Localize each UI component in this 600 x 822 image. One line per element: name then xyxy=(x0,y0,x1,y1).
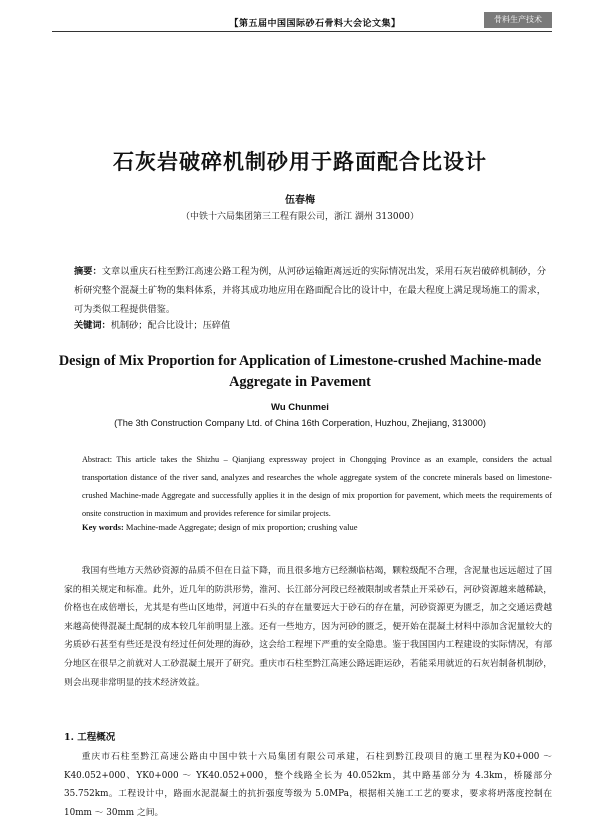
chinese-keywords xyxy=(74,317,546,331)
english-author: Wu Chunmei xyxy=(271,402,329,413)
english-keywords-text: Machine-made Aggregate; design of mix proportion; crushing value xyxy=(125,522,358,532)
chinese-keywords-label: 关键词： xyxy=(74,320,111,331)
chinese-affiliation: （中铁十六局集团第三工程有限公司，浙江 湖州 313000） xyxy=(180,212,420,222)
english-affiliation: (The 3th Construction Company Ltd. of China 16th Corperation, Huzhou, Zhejiang, 313000) xyxy=(114,418,486,428)
section-tag: 骨料生产技术 xyxy=(484,12,552,28)
english-keywords-label: Key words: xyxy=(82,522,124,532)
overview-paragraph: 重庆市石柱至黔江高速公路由中国中铁十六局集团有限公司承建，石柱到黔江段项目的施工里程为K0+000 ～ K40.052+000、YK0+000 ～ YK40.052+000，整个线路全长为 40.052km，其中路基部分为 4.3km，桥隧部分 35.752km。工程设计中，路面水泥混凝土的抗折强度等级为 5.0MPa，根据相关施工工艺的要求，要求将坍落度控制在 10mm ～ 30mm 之间。 xyxy=(64,752,552,818)
chinese-abstract-text: 文章以重庆石柱至黔江高速公路工程为例，从河砂运输距离远近的实际情况出发，采用石灰岩破碎机制砂，分析研究整个混凝土矿物的集料体系，并将其成功地应用在路面配合比的设计中，在最大程度上满足现场施工的需求，可为类似工程提供借鉴。 xyxy=(74,266,547,315)
chinese-title: 石灰岩破碎机制砂用于路面配合比设计 xyxy=(113,149,487,174)
english-keywords xyxy=(82,522,552,532)
chinese-abstract-label: 摘要： xyxy=(74,266,102,277)
english-abstract xyxy=(82,451,552,523)
section-heading: 1. 工程概况 xyxy=(64,732,116,743)
header-divider xyxy=(52,31,552,32)
conference-name: 【第五届中国国际砂石骨料大会论文集】 xyxy=(229,19,401,29)
chinese-author: 伍春梅 xyxy=(285,195,315,206)
chinese-abstract xyxy=(74,262,546,319)
english-abstract-text: This article takes the Shizhu – Qianjiang expressway project in Chongqing Province as an example, considers the actual transportation distance of the river sand, analyzes and researches the whole aggregate system of the concrete minerals based on limestone-crushed Machine-made Aggregate and successfully applies it in the design of mix proportion for pavement, which meets the requirements of onsite construction in maximum and provides reference for similar projects. xyxy=(82,455,552,518)
english-title: Design of Mix Proportion for Application of Limestone-crushed Machine-made Aggregate in Pavement xyxy=(58,353,542,390)
english-abstract-label: Abstract: xyxy=(82,455,113,464)
intro-paragraph: 我国有些地方天然砂资源的品质不但在日益下降，而且很多地方已经濒临枯竭，颗粒级配不合理，含泥量也远远超过了国家的相关规定和标准。此外，近几年的防洪形势，淮河、长江部分河段已经被限制或者禁止开采砂石，河砂资源越来越稀缺，价格也在成倍增长，尤其是有些山区地带，河道中石头的存在量要远大于砂石的存在量，河砂资源更为匮乏，加之交通运费越来越高使得混凝土配制的成本较几年前明显上涨。还有一些地方，因为河砂的匮乏，便开始在混凝土材料中添加含泥量较大的劣质砂石甚至有些还是没有经过任何处理的海砂，这会给工程埋下严重的安全隐患。鉴于我国国内工程建设的实际情况，有部分地区在很早之前就对人工砂混凝土展开了研究。重庆市石柱至黔江高速公路远距运砂，若能采用就近的石灰岩制备机制砂，则会出现非常明显的技术经济效益。 xyxy=(64,566,552,688)
chinese-keywords-text: 机制砂；配合比设计；压碎值 xyxy=(110,320,231,331)
